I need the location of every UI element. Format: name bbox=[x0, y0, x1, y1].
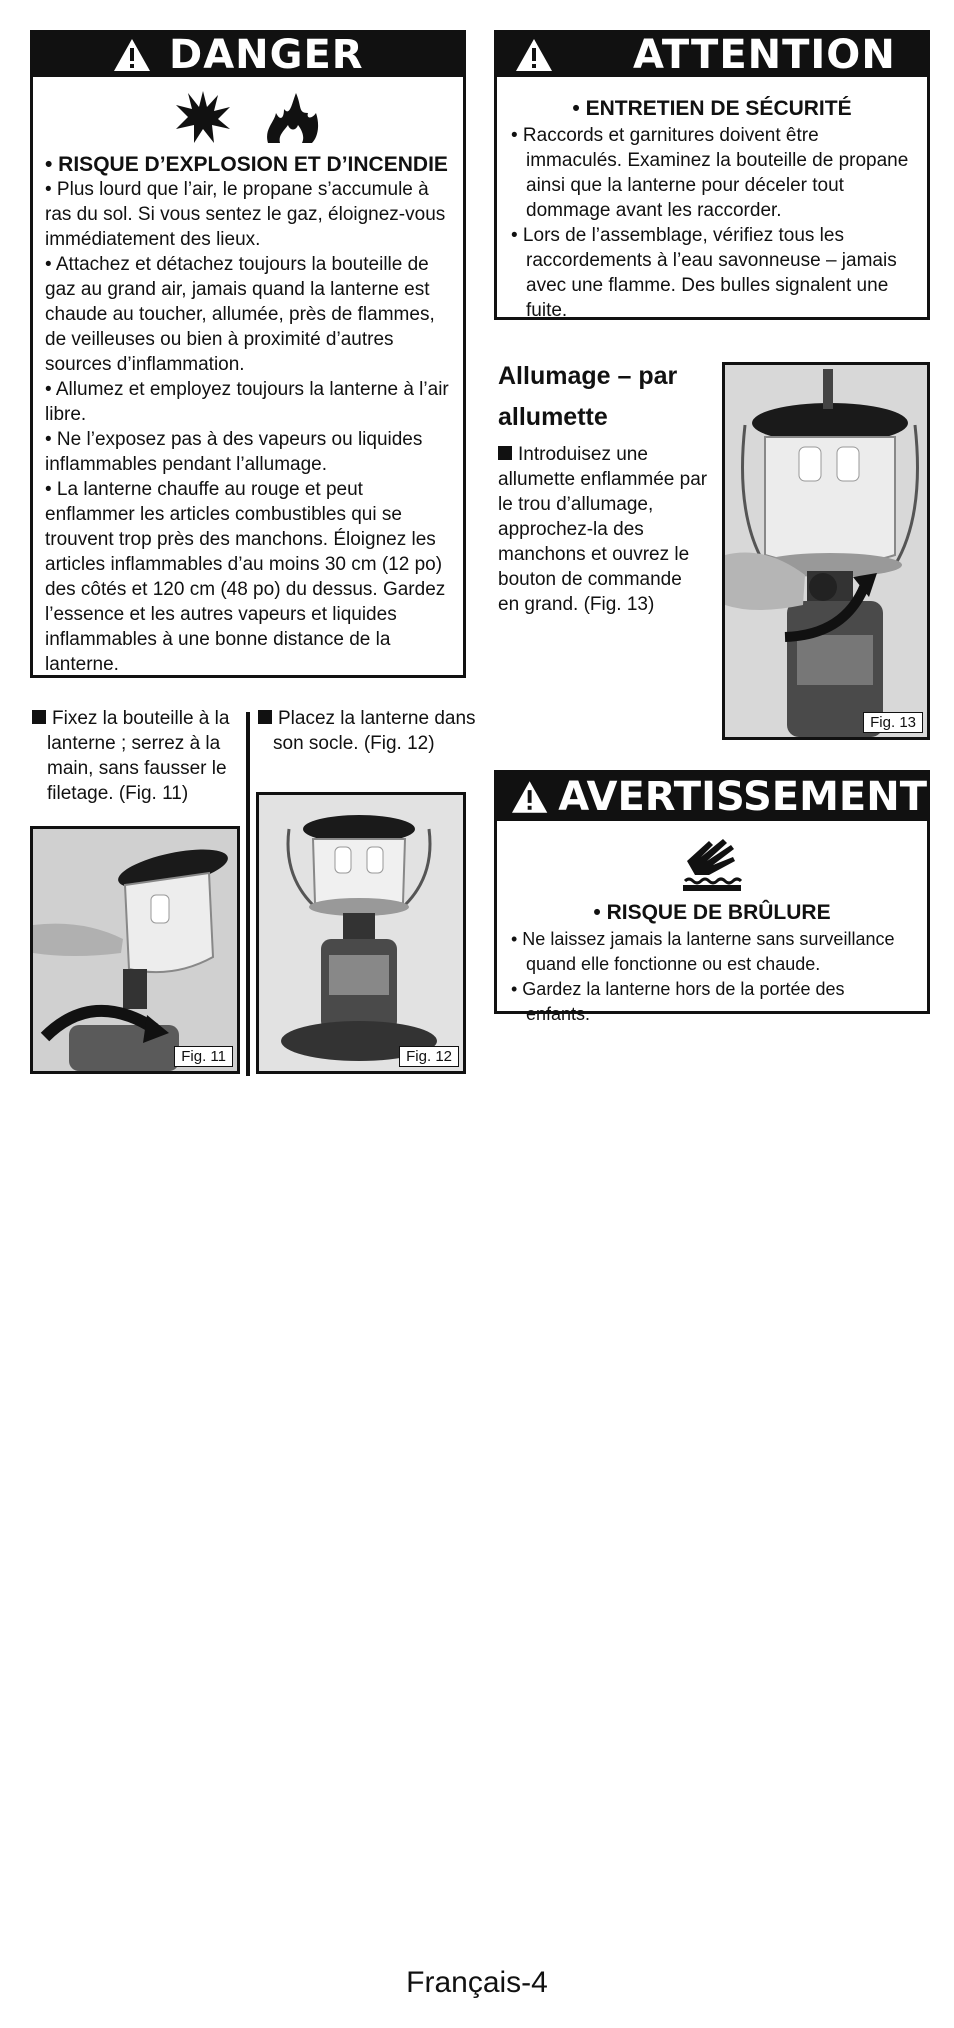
avertissement-warning-box bbox=[494, 770, 930, 1024]
attention-body bbox=[497, 77, 927, 323]
warning-triangle-icon bbox=[511, 780, 548, 814]
figure-12-label: Fig. 12 bbox=[399, 1046, 459, 1067]
bottle-attach-photo-icon bbox=[33, 829, 237, 1071]
avertissement-heading: • RISQUE DE BRÛLURE bbox=[593, 901, 831, 924]
lantern-on-base-photo-icon bbox=[259, 795, 463, 1071]
step-attach-bottle bbox=[32, 706, 255, 806]
figure-13-label: Fig. 13 bbox=[863, 712, 923, 733]
danger-bullet: • Ne l’exposez pas à des vapeurs ou liquides inflammables pendant l’allumage. bbox=[45, 429, 423, 475]
section-title-allumage: Allumage – par allumette bbox=[498, 362, 678, 431]
danger-bullet: • Allumez et employez toujours la lanterne à l’air libre. bbox=[45, 379, 449, 425]
figure-11-photo bbox=[30, 826, 240, 1074]
danger-title: DANGER bbox=[169, 32, 364, 78]
danger-hazard-icons bbox=[33, 89, 463, 145]
square-bullet-icon bbox=[498, 446, 512, 460]
avertissement-body bbox=[497, 893, 927, 1027]
danger-bullet: • Attachez et détachez toujours la bouteille de gaz au grand air, jamais quand la lanterne est chaude au toucher, allumée, près de flammes, de veilleuses ou bien à proximité d’autres sources d’inflammation. bbox=[45, 254, 435, 375]
lantern-lighting-photo-icon bbox=[725, 365, 927, 737]
step-place-base bbox=[258, 706, 481, 756]
allumage-instruction-text: Introduisez une allumette enflammée par le trou d’allumage, approchez-la des manchons et ouvrez le bouton de commande en grand. (Fig. 13) bbox=[498, 444, 708, 615]
explosion-icon bbox=[174, 89, 232, 145]
warning-triangle-icon bbox=[113, 38, 151, 72]
square-bullet-icon bbox=[32, 710, 46, 724]
avertissement-bullet: • Ne laissez jamais la lanterne sans surveillance quand elle fonctionne ou est chaude. bbox=[511, 929, 895, 974]
avertissement-hazard-icons bbox=[497, 831, 927, 893]
figure-11-label: Fig. 11 bbox=[174, 1046, 233, 1067]
avertissement-header bbox=[497, 773, 927, 821]
attention-header bbox=[497, 33, 927, 77]
avertissement-bullet: • Gardez la lanterne hors de la portée des enfants. bbox=[511, 979, 845, 1024]
allumage-instruction bbox=[498, 442, 708, 617]
warning-triangle-icon bbox=[515, 38, 553, 72]
avertissement-title: AVERTISSEMENT bbox=[558, 774, 927, 820]
square-bullet-icon bbox=[258, 710, 272, 724]
fire-icon bbox=[262, 89, 322, 145]
hot-surface-hand-icon bbox=[679, 831, 745, 893]
danger-body bbox=[33, 145, 463, 677]
attention-heading: • ENTRETIEN DE SÉCURITÉ bbox=[572, 97, 852, 120]
column-divider bbox=[246, 712, 250, 1076]
danger-bullet: • Plus lourd que l’air, le propane s’accumule à ras du sol. Si vous sentez le gaz, éloignez-vous immédiatement des lieux. bbox=[45, 179, 446, 250]
attention-bullet: • Lors de l’assemblage, vérifiez tous les raccordements à l’eau savonneuse – jamais avec une flamme. Des bulles signalent une fuite. bbox=[511, 225, 897, 321]
page-footer: Français-4 bbox=[406, 1966, 548, 1999]
attention-bullet: • Raccords et garnitures doivent être immaculés. Examinez la bouteille de propane ainsi que la lanterne pour déceler tout dommage avant les raccorder. bbox=[511, 125, 909, 221]
attention-title: ATTENTION bbox=[633, 32, 896, 78]
danger-bullet: • La lanterne chauffe au rouge et peut enflammer les articles combustibles qui se trouvent trop près des manchons. Éloignez les articles inflammables d’au moins 30 cm (12 po) des côtés et 120 cm (48 po) du dessus. Gardez l’essence et les autres vapeurs et liquides inflammables à une bonne distance de la lanterne. bbox=[45, 479, 446, 675]
danger-heading: • RISQUE D’EXPLOSION ET D’INCENDIE bbox=[45, 153, 448, 176]
figure-13-photo bbox=[722, 362, 930, 740]
danger-header bbox=[33, 33, 463, 77]
danger-warning-box bbox=[30, 30, 466, 678]
attention-warning-box bbox=[494, 30, 930, 320]
figure-12-photo bbox=[256, 792, 466, 1074]
step-attach-bottle-text: Fixez la bouteille à la lanterne ; serrez à la main, sans fausser le filetage. (Fig. 11) bbox=[47, 708, 230, 804]
step-place-base-text: Placez la lanterne dans son socle. (Fig. 12) bbox=[273, 708, 476, 754]
